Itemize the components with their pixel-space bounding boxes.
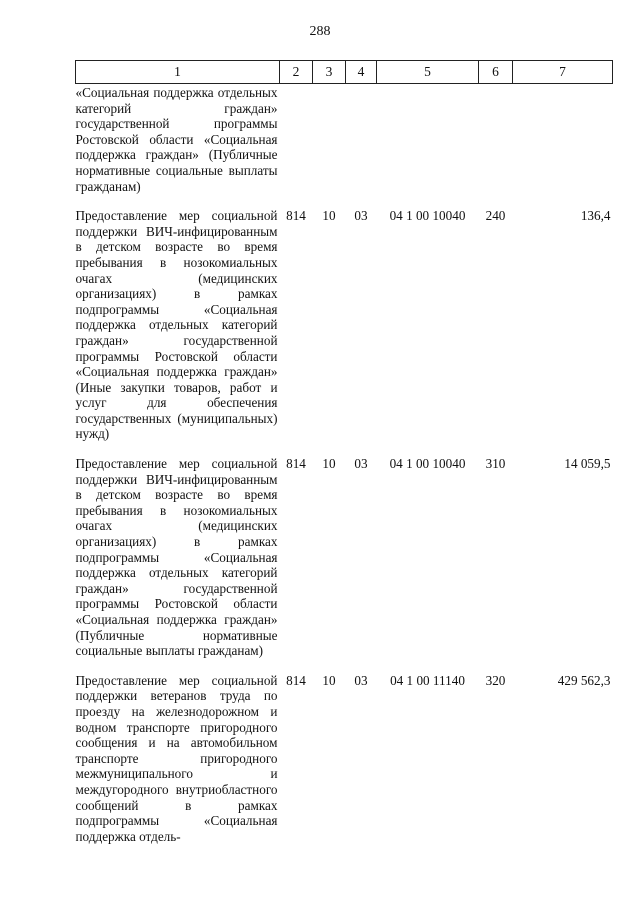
- row-section-code: 10: [322, 208, 336, 224]
- header-col-5: 5: [377, 61, 479, 84]
- row-target-code: [377, 84, 479, 203]
- row-ministry-code: 814: [286, 456, 306, 472]
- row-target-code: 04 1 00 10040: [389, 208, 466, 224]
- row-description: [76, 202, 280, 450]
- row-section-code: 10: [322, 456, 336, 472]
- row-expense-type: 310: [485, 456, 506, 472]
- table-row: [76, 667, 613, 853]
- page-number: 288: [309, 24, 331, 39]
- row-subsection-code: 03: [354, 672, 368, 688]
- row-description-text: Предоставление мер социальной поддержки ВИЧ-инфицированным в детском возрасте во время пребывания в нозокомиальных очагах (медицинских организациях) в рамках подпрограммы «Социальная поддержка отдельных категорий граждан» государственной программы Ростовской области «Социальная поддержка граждан» (Публичные нормативные социальные выплаты гражданам): [75, 456, 278, 659]
- budget-table: [75, 60, 613, 852]
- row-amount: 136,4: [580, 208, 611, 224]
- row-description-text: «Социальная поддержка отдельных категорий граждан» государственной программы Ростовской области «Социальная поддержка граждан» (Публичные нормативные социальные выплаты гражданам): [75, 85, 278, 194]
- row-subsection-code: [346, 84, 377, 203]
- row-description-text: Предоставление мер социальной поддержки ветеранов труда по проезду на железнодорожном и водном транспорте пригородного сообщения и на автомобильном транспорте пригородного межмуниципального и междугородного внутриобластного сообщений в рамках подпрограммы «Социальная поддержка отдель-: [75, 672, 278, 844]
- row-expense-type: 320: [485, 672, 506, 688]
- header-col-7: 7: [513, 61, 613, 84]
- header-col-4: 4: [346, 61, 377, 84]
- row-description: [76, 450, 280, 667]
- row-target-code: 04 1 00 10040: [389, 456, 466, 472]
- row-description: [76, 667, 280, 853]
- row-subsection-code: 03: [354, 208, 368, 224]
- row-expense-type: [479, 84, 513, 203]
- header-col-3: 3: [313, 61, 346, 84]
- row-description: [76, 84, 280, 203]
- row-amount: 14 059,5: [564, 456, 611, 472]
- row-amount: 429 562,3: [557, 672, 611, 688]
- row-ministry-code: 814: [286, 208, 306, 224]
- row-target-code: 04 1 00 11140: [390, 672, 465, 688]
- row-ministry-code: [280, 84, 313, 203]
- table-header-row: [76, 61, 613, 84]
- header-col-2: 2: [280, 61, 313, 84]
- header-col-6: 6: [479, 61, 513, 84]
- table-row: [76, 450, 613, 667]
- table-row: [76, 202, 613, 450]
- row-expense-type: 240: [485, 208, 506, 224]
- row-subsection-code: 03: [354, 456, 368, 472]
- header-col-1: 1: [76, 61, 280, 84]
- table-row: [76, 84, 613, 203]
- row-section-code: [313, 84, 346, 203]
- row-ministry-code: 814: [286, 672, 306, 688]
- row-section-code: 10: [322, 672, 336, 688]
- row-description-text: Предоставление мер социальной поддержки ВИЧ-инфицированным в детском возрасте во время пребывания в нозокомиальных очагах (медицинских организациях) в рамках подпрограммы «Социальная поддержка отдельных категорий граждан» государственной программы Ростовской области «Социальная поддержка граждан» (Иные закупки товаров, работ и услуг для обеспечения государственных (муниципальных) нужд): [75, 208, 278, 442]
- row-amount: [513, 84, 613, 203]
